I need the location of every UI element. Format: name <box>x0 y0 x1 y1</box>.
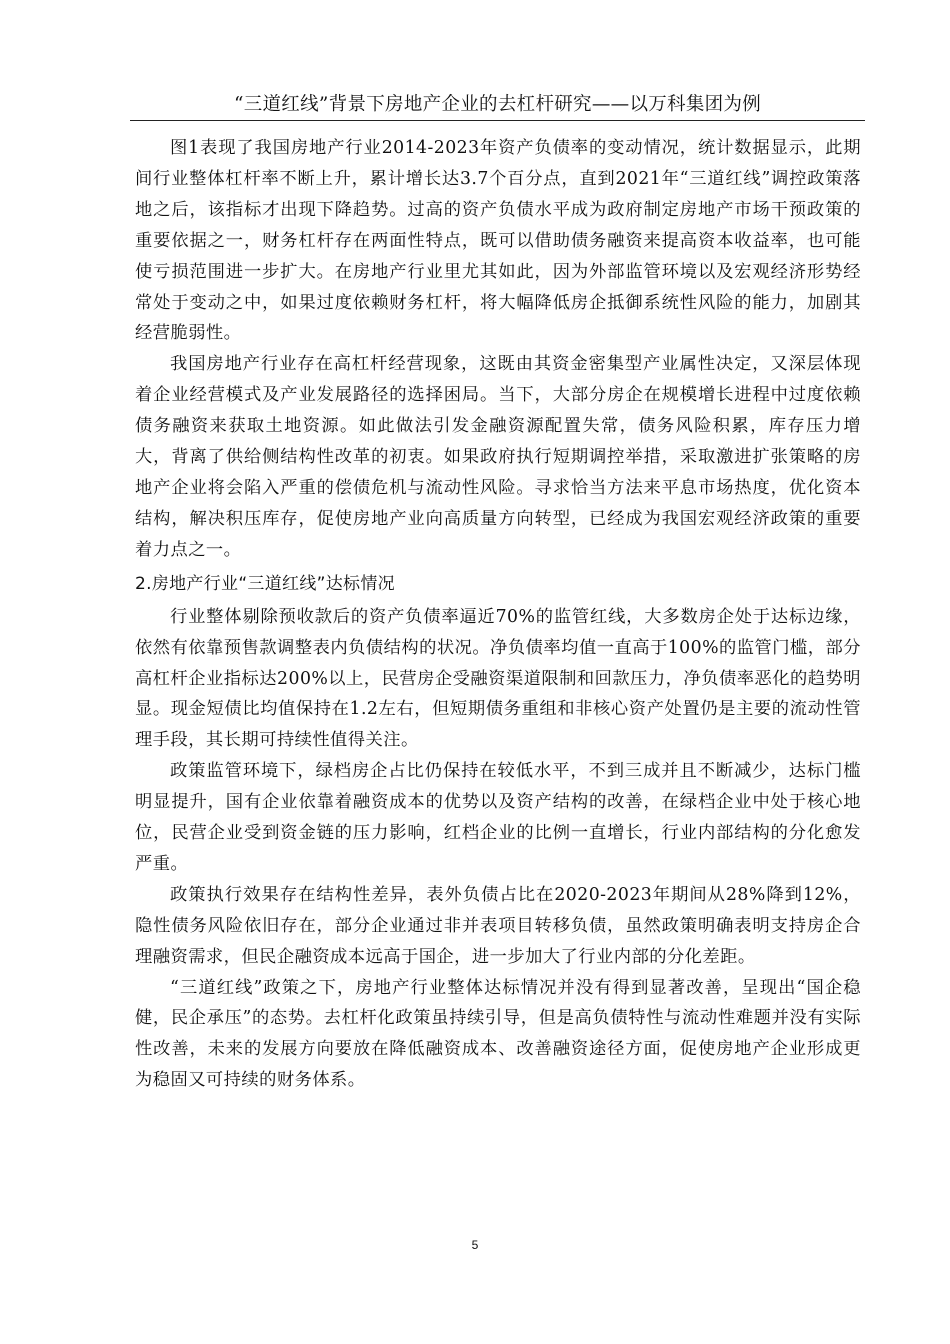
running-header: “三道红线”背景下房地产企业的去杠杆研究——以万科集团为例 <box>233 94 762 115</box>
paragraph-3: 行业整体剔除预收款后的资产负债率逼近70%的监管红线，大多数房企处于达标边缘，依然有依靠预售款调整表内负债结构的状况。净负债率均值一直高于100%的监管门槛，部分高杠杆企业指标达200%以上，民营房企受融资渠道限制和回款压力，净负债率恶化的趋势明显。现金短债比均值保持在1.2左右，但短期债务重组和非核心资产处置仍是主要的流动性管理手段，其长期可持续性值得关注。 <box>135 606 861 751</box>
page-number: 5 <box>471 1238 479 1252</box>
paragraph-5: 政策执行效果存在结构性差异，表外负债占比在2020-2023年期间从28%降到12%，隐性债务风险依旧存在，部分企业通过非并表项目转移负债，虽然政策明确表明支持房企合理融资需求，但民企融资成本远高于国企，进一步加大了行业内部的分化差距。 <box>135 884 861 967</box>
page-body <box>135 133 861 1096</box>
section-heading: 2.房地产行业“三道红线”达标情况 <box>135 573 395 594</box>
paragraph-2: 我国房地产行业存在高杠杆经营现象，这既由其资金密集型产业属性决定，又深层体现着企业经营模式及产业发展路径的选择困局。当下，大部分房企在规模增长进程中过度依赖债务融资来获取土地资源。如此做法引发金融资源配置失常，债务风险积累，库存压力增大，背离了供给侧结构性改革的初衷。如果政府执行短期调控举措，采取激进扩张策略的房地产企业将会陷入严重的偿债危机与流动性风险。寻求恰当方法来平息市场热度，优化资本结构，解决积压库存，促使房地产业向高质量方向转型，已经成为我国宏观经济政策的重要着力点之一。 <box>135 354 861 560</box>
paragraph-6: “三道红线”政策之下，房地产行业整体达标情况并没有得到显著改善，呈现出“国企稳健，民企承压”的态势。去杠杆化政策虽持续引导，但是高负债特性与流动性难题并没有实际性改善，未来的发展方向要放在降低融资成本、改善融资途径方面，促使房地产企业形成更为稳固又可持续的财务体系。 <box>135 977 861 1091</box>
paragraph-1: 图1表现了我国房地产行业2014-2023年资产负债率的变动情况，统计数据显示，此期间行业整体杠杆率不断上升，累计增长达3.7个百分点，直到2021年“三道红线”调控政策落地之后，该指标才出现下降趋势。过高的资产负债水平成为政府制定房地产市场干预政策的重要依据之一，财务杠杆存在两面性特点，既可以借助债务融资来提高资本收益率，也可能使亏损范围进一步扩大。在房地产行业里尤其如此，因为外部监管环境以及宏观经济形势经常处于变动之中，如果过度依赖财务杠杆，将大幅降低房企抵御系统性风险的能力，加剧其经营脆弱性。 <box>135 138 861 344</box>
header-rule <box>130 120 865 121</box>
paragraph-4: 政策监管环境下，绿档房企占比仍保持在较低水平，不到三成并且不断减少，达标门槛明显提升，国有企业依靠着融资成本的优势以及资产结构的改善，在绿档企业中处于核心地位，民营企业受到资金链的压力影响，红档企业的比例一直增长，行业内部结构的分化愈发严重。 <box>135 761 861 874</box>
